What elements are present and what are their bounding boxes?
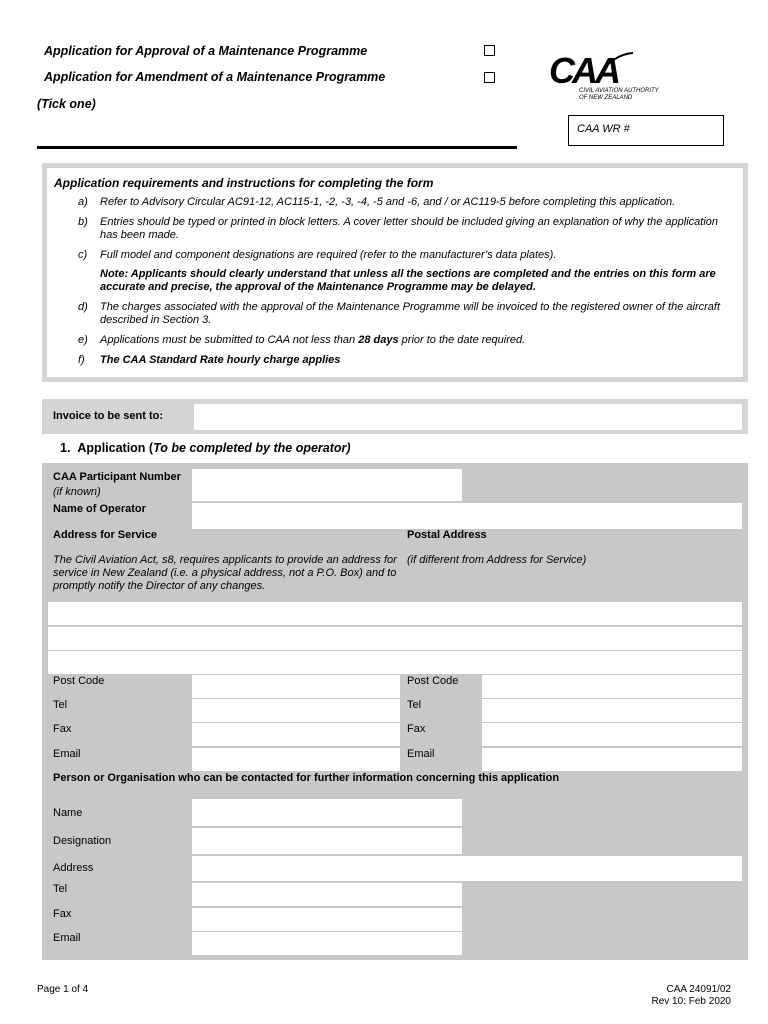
right-tel-input[interactable] <box>482 699 742 722</box>
contact-name-label: Name <box>53 807 83 819</box>
instruction-note: Note: Applicants should clearly understand that unless all the sections are completed and the entries on this form are accurate and precise, the approval of the Maintenance Programme may be delayed. <box>100 268 716 293</box>
contact-designation-input[interactable] <box>192 828 462 854</box>
left-postcode-label: Post Code <box>53 675 105 687</box>
invoice-label: Invoice to be sent to: <box>53 410 164 422</box>
instruction-c: Full model and component designations are required (refer to the manufacturer’s data plates). <box>100 249 557 261</box>
revision: Rev 10: Feb 2020 <box>651 996 731 1007</box>
left-postcode-input[interactable] <box>192 675 400 698</box>
left-fax-input[interactable] <box>192 723 400 746</box>
contact-tel-input[interactable] <box>192 883 462 906</box>
if-known-note: (if known) <box>53 486 101 498</box>
contact-heading: Person or Organisation who can be contacted for further information concerning this application <box>53 772 560 784</box>
operator-name-input[interactable] <box>192 503 742 529</box>
contact-fax-input[interactable] <box>192 908 462 931</box>
left-email-label: Email <box>53 748 81 760</box>
instruction-letter-e: e) <box>78 334 88 346</box>
section1-number: 1. <box>60 441 71 455</box>
contact-fax-label: Fax <box>53 908 72 920</box>
address-note: The Civil Aviation Act, s8, requires applicants to provide an address for service in New Zealand (i.e. a physical address, not a P.O. Box) and to promptly notify the Director of any changes. <box>53 554 397 592</box>
instructions-heading: Application requirements and instructions for completing the form <box>54 176 434 190</box>
amendment-checkbox[interactable] <box>484 72 495 83</box>
instruction-e-bold: 28 days <box>358 334 399 346</box>
contact-email-label: Email <box>53 932 81 944</box>
instruction-e-before: Applications must be submitted to CAA not less than <box>100 334 359 346</box>
section1-title-italic: To be completed by the operator) <box>153 441 351 455</box>
caa-wr-box[interactable] <box>568 115 724 146</box>
form-number: CAA 24091/02 <box>666 984 731 995</box>
instruction-e-after: prior to the date required. <box>398 334 526 346</box>
contact-address-label: Address <box>53 862 94 874</box>
left-fax-label: Fax <box>53 723 72 735</box>
right-postcode-input[interactable] <box>482 675 742 698</box>
section1-title <box>60 441 351 455</box>
contact-address-input[interactable] <box>192 856 742 881</box>
left-email-input[interactable] <box>192 748 400 771</box>
title-approval: Application for Approval of a Maintenance Programme <box>44 44 368 58</box>
approval-checkbox[interactable] <box>484 45 495 56</box>
instruction-letter-b: b) <box>78 216 88 228</box>
instruction-letter-a: a) <box>78 196 88 208</box>
address-line-1[interactable] <box>48 602 742 625</box>
instruction-d: The charges associated with the approval of the Maintenance Programme will be invoiced to the registered owner of the aircraft described in Section 3. <box>100 301 720 326</box>
title-amendment: Application for Amendment of a Maintenance Programme <box>44 70 386 84</box>
instruction-b: Entries should be typed or printed in block letters. A cover letter should be included giving an explanation of why the application has been made. <box>100 216 719 241</box>
right-fax-label: Fax <box>407 723 426 735</box>
participant-number-label: CAA Participant Number <box>53 471 181 483</box>
contact-designation-label: Designation <box>53 835 112 847</box>
header-rule <box>37 146 517 149</box>
participant-number-input[interactable] <box>192 469 462 501</box>
right-fax-input[interactable] <box>482 723 742 746</box>
operator-name-label: Name of Operator <box>53 503 146 515</box>
instruction-letter-f: f) <box>78 354 85 366</box>
instruction-letter-c: c) <box>78 249 88 261</box>
right-email-input[interactable] <box>482 748 742 771</box>
postal-address-label: Postal Address <box>407 529 487 541</box>
right-postcode-label: Post Code <box>407 675 459 687</box>
left-tel-input[interactable] <box>192 699 400 722</box>
logo-swoosh-icon <box>605 52 635 66</box>
caa-logo <box>549 52 679 110</box>
instruction-letter-d: d) <box>78 301 88 313</box>
caa-logo-mark: CAA <box>549 50 618 91</box>
address-line-2[interactable] <box>48 627 742 650</box>
address-for-service-label: Address for Service <box>53 529 157 541</box>
postal-note: (if different from Address for Service) <box>407 554 587 566</box>
contact-email-input[interactable] <box>192 932 462 955</box>
address-line-3[interactable] <box>48 651 742 674</box>
right-tel-label: Tel <box>407 699 422 711</box>
invoice-input[interactable] <box>194 404 742 430</box>
contact-tel-label: Tel <box>53 883 68 895</box>
instruction-a: Refer to Advisory Circular AC91-12, AC115-1, -2, -3, -4, -5 and -6, and / or AC119-5 before completing this application. <box>100 196 676 208</box>
logo-line2: OF NEW ZEALAND <box>579 95 633 101</box>
section1-title-prefix: Application ( <box>77 441 154 455</box>
logo-line1: CIVIL AVIATION AUTHORITY <box>579 88 659 94</box>
contact-name-input[interactable] <box>192 799 462 826</box>
tick-one-note: (Tick one) <box>37 97 96 111</box>
instruction-e <box>100 334 730 347</box>
instruction-f: The CAA Standard Rate hourly charge applies <box>100 354 341 366</box>
left-tel-label: Tel <box>53 699 68 711</box>
page-number: Page 1 of 4 <box>37 984 89 995</box>
caa-wr-label: CAA WR # <box>577 123 630 135</box>
right-email-label: Email <box>407 748 435 760</box>
